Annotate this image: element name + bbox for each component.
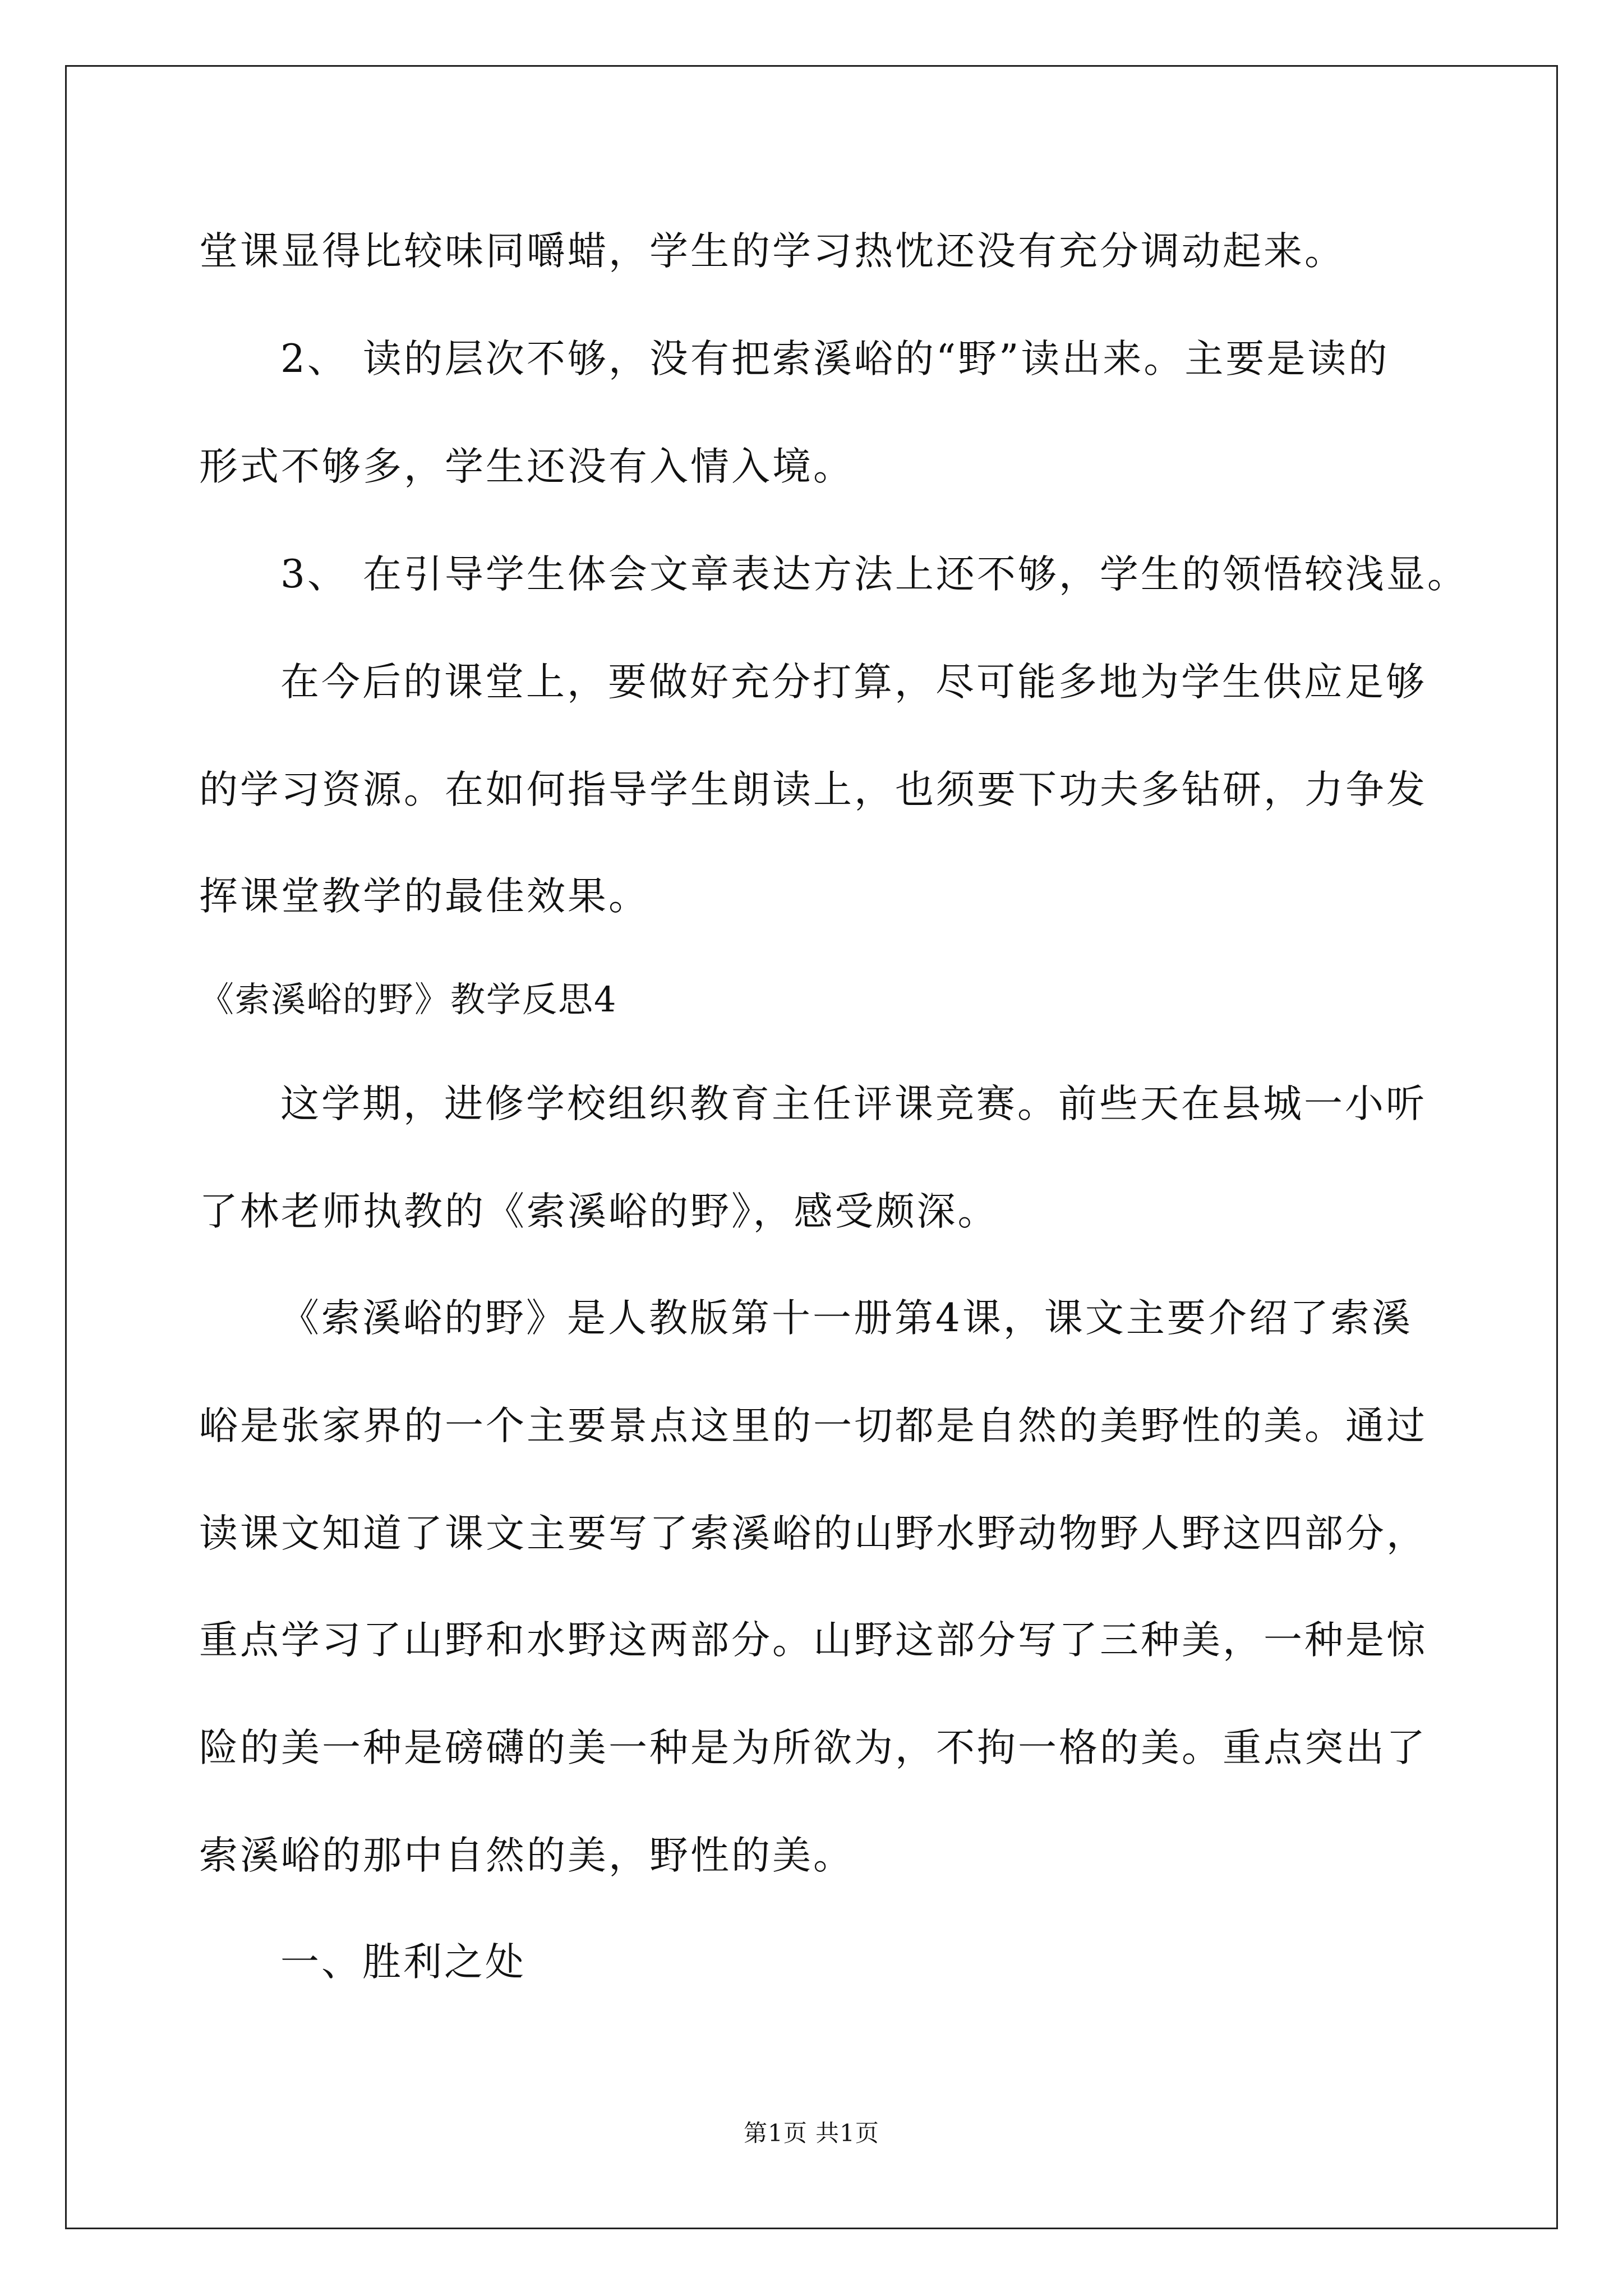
section-heading: 一、胜利之处 <box>280 1940 526 1985</box>
section-title: 《索溪峪的野》教学反思4 <box>199 979 617 1020</box>
text-line: 堂课显得比较味同嚼蜡，学生的学习热忱还没有充分调动起来。 <box>199 229 1345 274</box>
text-line: 索溪峪的那中自然的美，野性的美。 <box>199 1833 854 1878</box>
text-line: 形式不够多，学生还没有入情入境。 <box>199 444 854 489</box>
text-line: 2、 读的层次不够，没有把索溪峪的“野”读出来。主要是读的 <box>280 337 1390 381</box>
text-line: 了林老师执教的《索溪峪的野》，感受颇深。 <box>199 1189 999 1234</box>
text-line: 《索溪峪的野》是人教版第十一册第4课，课文主要介绍了索溪 <box>280 1296 1413 1341</box>
text-line: 险的美一种是磅礴的美一种是为所欲为，不拘一格的美。重点突出了 <box>199 1726 1427 1770</box>
text-line: 峪是张家界的一个主要景点这里的一切都是自然的美野性的美。通过 <box>199 1404 1427 1448</box>
text-line: 在今后的课堂上，要做好充分打算，尽可能多地为学生供应足够 <box>280 660 1427 705</box>
text-line: 重点学习了山野和水野这两部分。山野这部分写了三种美，一种是惊 <box>199 1618 1427 1663</box>
text-line: 挥课堂教学的最佳效果。 <box>199 874 649 919</box>
page-footer: 第1页 共1页 <box>744 2119 879 2147</box>
text-line: 的学习资源。在如何指导学生朗读上，也须要下功夫多钻研，力争发 <box>199 767 1427 812</box>
page-border <box>65 65 1558 2229</box>
text-line: 读课文知道了课文主要写了索溪峪的山野水野动物野人野这四部分， <box>199 1511 1427 1556</box>
text-line: 这学期，进修学校组织教育主任评课竞赛。前些天在县城一小听 <box>280 1082 1427 1126</box>
text-line: 3、 在引导学生体会文章表达方法上还不够，学生的领悟较浅显。 <box>280 552 1468 597</box>
